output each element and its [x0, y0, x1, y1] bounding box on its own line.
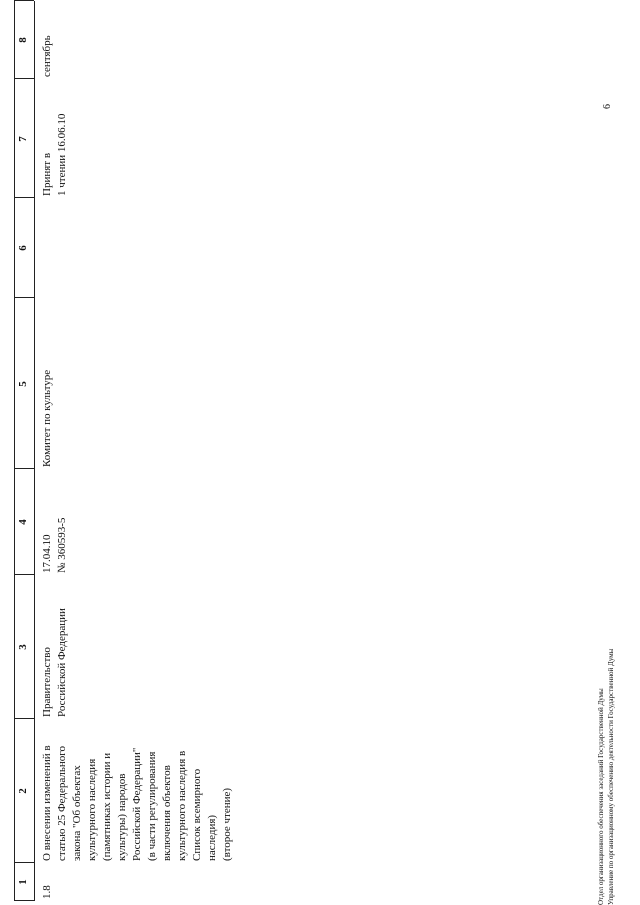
page-number: 6 — [602, 104, 613, 109]
bill-title: О внесении изменений в статью 25 Федерального закона "Об объектах культурного наследия (памятниках истории и культуры) народов Российской Федерации" (в части регулирования включения объектов культурного наследия в Список всемирного наследия) (второе чтение) — [41, 745, 233, 861]
column-number: 3 — [17, 644, 29, 650]
column-number: 6 — [17, 245, 29, 251]
consideration-term: сентябрь — [41, 35, 53, 77]
reading-status: Принят в 1 чтении 16.06.10 — [41, 113, 68, 196]
column-number: 5 — [17, 381, 29, 387]
footer-department: Отдел организационного обеспечения заседаний Государственной Думы — [597, 688, 605, 905]
col-divider — [14, 197, 34, 198]
col-divider — [14, 574, 34, 575]
col-divider — [14, 468, 34, 469]
col-divider — [14, 297, 34, 298]
responsible-committee: Комитет по культуре — [41, 369, 53, 467]
column-number: 4 — [17, 519, 29, 525]
column-number: 8 — [17, 37, 29, 43]
row-number: 1.8 — [41, 885, 53, 899]
col-divider — [14, 718, 34, 719]
col-divider — [14, 862, 34, 863]
bill-initiator: Правительство Российской Федерации — [41, 608, 68, 717]
table-right-rule — [14, 0, 34, 1]
table-left-rule — [14, 900, 34, 901]
footer-directorate: Управление по организационному обеспечению деятельности Государственной Думы — [607, 648, 615, 905]
header-bottom-rule — [34, 1, 35, 901]
col-divider — [14, 78, 34, 79]
column-number: 1 — [17, 879, 29, 885]
table-top-rule — [14, 1, 15, 901]
submission-date-number: 17.04.10 № 360593-5 — [41, 517, 68, 573]
column-number: 2 — [17, 788, 29, 794]
column-number: 7 — [17, 136, 29, 142]
